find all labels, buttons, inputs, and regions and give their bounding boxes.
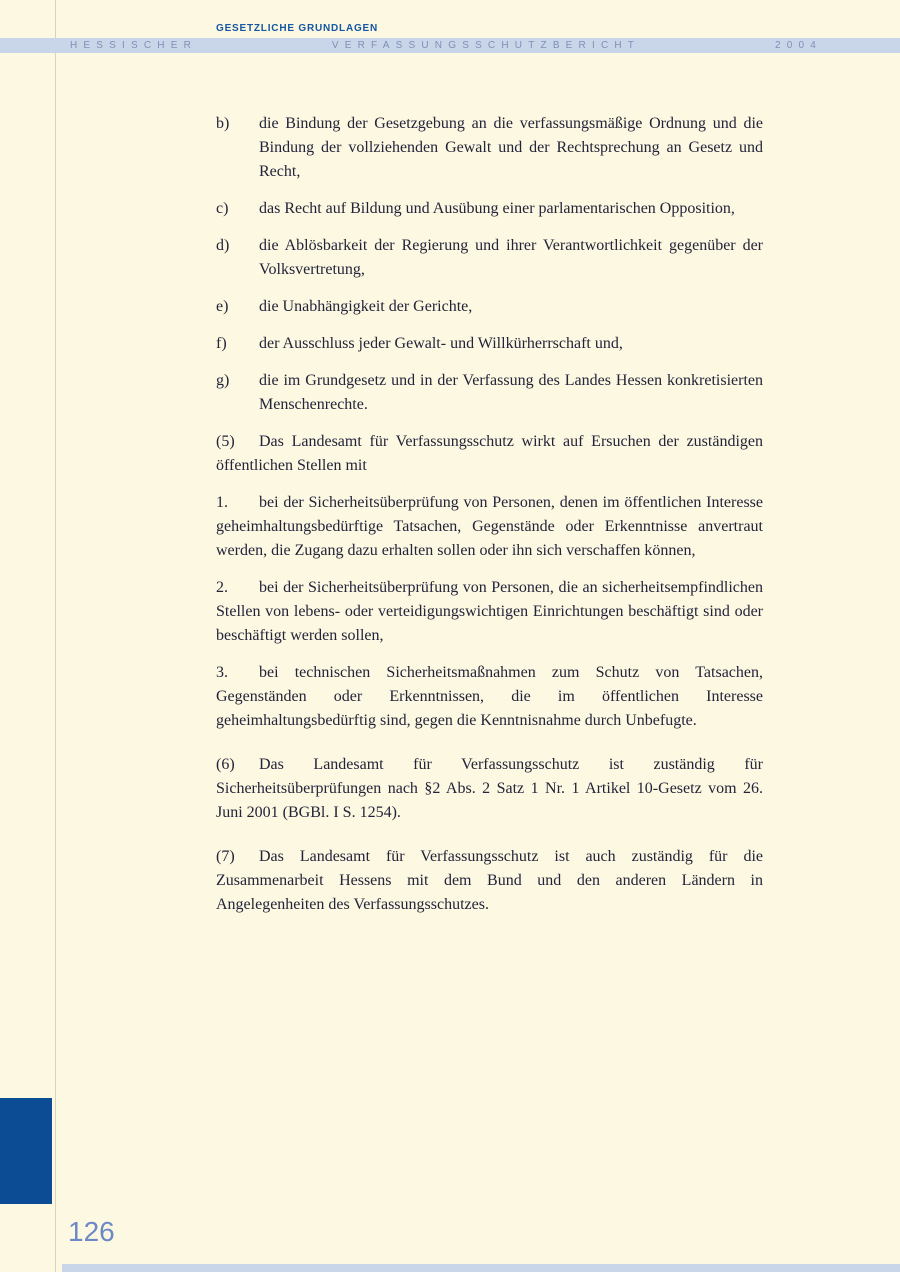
numbered-item-label: 2. — [216, 579, 228, 596]
paragraph-7 — [216, 845, 763, 917]
paragraph-label: (6) — [216, 756, 235, 773]
band-word-report: VERFASSUNGSSCHUTZBERICHT — [331, 40, 641, 51]
list-item-label: d) — [216, 237, 230, 254]
list-item-label: f) — [216, 335, 227, 352]
paragraph-label: (7) — [216, 848, 235, 865]
bottom-band — [62, 1264, 900, 1272]
paragraph-5 — [216, 430, 763, 478]
list-item-g — [216, 369, 763, 417]
numbered-item-text: bei der Sicherheitsüberprüfung von Personen, denen im öffentlichen Interesse geheimhaltungsbedürftige Tatsachen, Gegenstände oder Erkenntnisse anvertraut werden, die Zugang dazu erhalten sollen oder ihn sich verschaffen können, — [216, 494, 763, 559]
page-number: 126 — [68, 1216, 115, 1247]
paragraph-text: Das Landesamt für Verfassungsschutz ist auch zuständig für die Zusammenarbeit Hessens mit dem Bund und den anderen Ländern in Angelegenheiten des Verfassungsschutzes. — [216, 848, 763, 913]
numbered-item-3 — [216, 661, 763, 733]
paragraph-6 — [216, 753, 763, 825]
list-item-text: die Unabhängigkeit der Gerichte, — [259, 298, 473, 315]
numbered-item-text: bei technischen Sicherheitsmaßnahmen zum Schutz von Tatsachen, Gegenständen oder Erkenntnissen, die im öffentlichen Interesse geheimhaltungsbedürftig sind, gegen die Kenntnisnahme durch Unbefugte. — [216, 664, 763, 729]
list-item-c — [216, 197, 763, 221]
list-item-b — [216, 112, 763, 184]
list-item-label: g) — [216, 372, 230, 389]
list-item-label: b) — [216, 115, 230, 132]
numbered-item-2 — [216, 576, 763, 648]
header-band — [0, 38, 900, 53]
band-word-year: 2004 — [774, 40, 822, 51]
paragraph-text: Das Landesamt für Verfassungsschutz ist zuständig für Sicherheitsüberprüfungen nach §2 Abs. 2 Satz 1 Nr. 1 Artikel 10-Gesetz vom 26. Juni 2001 (BGBl. I S. 1254). — [216, 756, 763, 821]
list-item-f — [216, 332, 763, 356]
header-band-title — [70, 38, 822, 53]
list-item-text: das Recht auf Bildung und Ausübung einer parlamentarischen Opposition, — [259, 200, 735, 217]
list-item-label: c) — [216, 200, 229, 217]
left-margin-rule — [55, 0, 56, 1272]
page-marker-block — [0, 1098, 52, 1204]
list-item-label: e) — [216, 298, 229, 315]
list-item-e — [216, 295, 763, 319]
numbered-item-label: 1. — [216, 494, 228, 511]
list-item-text: die im Grundgesetz und in der Verfassung des Landes Hessen konkretisierten Menschenrechte. — [259, 372, 763, 413]
paragraph-text: Das Landesamt für Verfassungsschutz wirkt auf Ersuchen der zuständigen öffentlichen Stellen mit — [216, 433, 763, 474]
section-title: GESETZLICHE GRUNDLAGEN — [216, 23, 379, 34]
list-item-text: die Bindung der Gesetzgebung an die verfassungsmäßige Ordnung und die Bindung der vollziehenden Gewalt und der Rechtsprechung an Gesetz und Recht, — [259, 115, 763, 180]
band-word-hessischer: HESSISCHER — [70, 40, 198, 51]
list-item-text: der Ausschluss jeder Gewalt- und Willkürherrschaft und, — [259, 335, 623, 352]
numbered-item-label: 3. — [216, 664, 228, 681]
body-text — [216, 112, 763, 930]
list-item-text: die Ablösbarkeit der Regierung und ihrer Verantwortlichkeit gegenüber der Volksvertretung, — [259, 237, 763, 278]
paragraph-label: (5) — [216, 433, 235, 450]
list-item-d — [216, 234, 763, 282]
numbered-item-text: bei der Sicherheitsüberprüfung von Personen, die an sicherheitsempfindlichen Stellen von lebens- oder verteidigungswichtigen Einrichtungen beschäftigt sind oder beschäftigt werden sollen, — [216, 579, 763, 644]
numbered-item-1 — [216, 491, 763, 563]
